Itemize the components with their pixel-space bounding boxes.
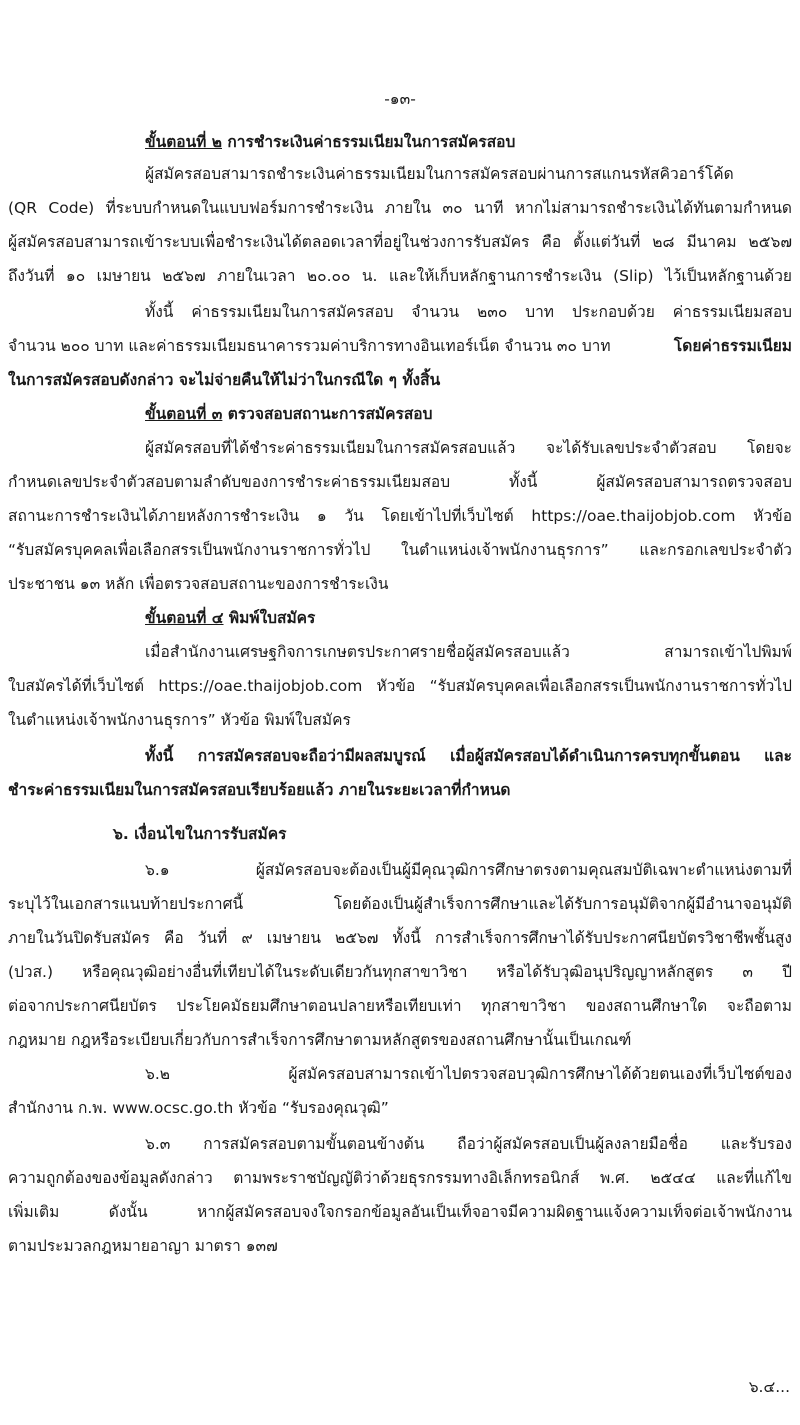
step3-heading — [145, 403, 432, 425]
step4-line-3: ในตำแหน่งเจ้าพนักงานธุรการ” หัวข้อ พิมพ์ใบสมัคร — [8, 711, 351, 729]
section6-line-8: สำนักงาน ก.พ. www.ocsc.go.th หัวข้อ “รับรองคุณวุฒิ” — [8, 1099, 389, 1117]
section6-line-7: ๖.๒ ผู้สมัครสอบสามารถเข้าไปตรวจสอบวุฒิการศึกษาได้ด้วยตนเองที่เว็บไซต์ของ — [145, 1065, 792, 1083]
step4-line-5: ชำระค่าธรรมเนียมในการสมัครสอบเรียบร้อยแล้ว ภายในระยะเวลาที่กำหนด — [8, 781, 511, 799]
step4-title: พิมพ์ใบสมัคร — [228, 609, 316, 627]
section6-line-5: ต่อจากประกาศนียบัตร ประโยคมัธยมศึกษาตอนปลายหรือเทียบเท่า ทุกสาขาวิชา ของสถานศึกษาใด จะถือตาม — [8, 997, 792, 1015]
step4-line-1: เมื่อสำนักงานเศรษฐกิจการเกษตรประกาศรายชื่อผู้สมัครสอบแล้ว สามารถเข้าไปพิมพ์ — [145, 643, 792, 661]
section6-line-9: ๖.๓ การสมัครสอบตามขั้นตอนข้างต้น ถือว่าผู้สมัครสอบเป็นผู้ลงลายมือชื่อ และรับรอง — [145, 1135, 792, 1153]
step4-line-2: ใบสมัครได้ที่เว็บไซต์ https://oae.thaijobjob.com หัวข้อ “รับสมัครบุคคลเพื่อเลือกสรรเป็นพนักงานราชการทั่วไป — [8, 677, 792, 695]
step3-line-4: “รับสมัครบุคคลเพื่อเลือกสรรเป็นพนักงานราชการทั่วไป ในตำแหน่งเจ้าพนักงานธุรการ” และกรอกเลขประจำตัว — [8, 541, 792, 559]
step2-label: ขั้นตอนที่ ๒ — [145, 133, 222, 151]
step2-line-6: จำนวน ๒๐๐ บาท และค่าธรรมเนียมธนาคารรวมค่าบริการทางอินเทอร์เน็ต จำนวน ๓๐ บาท — [8, 337, 611, 355]
section6-line-11: เพิ่มเติม ดังนั้น หากผู้สมัครสอบจงใจกรอกข้อมูลอันเป็นเท็จอาจมีความผิดฐานแจ้งความเท็จต่อเจ้าพนักงาน — [8, 1203, 792, 1221]
step2-title: การชำระเงินค่าธรรมเนียมในการสมัครสอบ — [227, 133, 516, 151]
page-number: -๑๓- — [384, 90, 416, 108]
step2-line-3: ผู้สมัครสอบสามารถเข้าระบบเพื่อชำระเงินได้ตลอดเวลาที่อยู่ในช่วงการรับสมัคร คือ ตั้งแต่วันที่ ๒๘ มีนาคม ๒๕๖๗ — [8, 233, 792, 251]
step4-heading — [145, 607, 315, 629]
step2-heading — [145, 131, 515, 153]
section6-line-1: ๖.๑ ผู้สมัครสอบจะต้องเป็นผู้มีคุณวุฒิการศึกษาตรงตามคุณสมบัติเฉพาะตำแหน่งตามที่ — [145, 861, 792, 879]
step2-fee-note-start: โดยค่าธรรมเนียม — [673, 337, 792, 355]
section6-line-4: (ปวส.) หรือคุณวุฒิอย่างอื่นที่เทียบได้ในระดับเดียวกันทุกสาขาวิชา หรือได้รับวุฒิอนุปริญญาหลักสูตร ๓ ปี — [8, 963, 792, 981]
step2-line-6-row — [8, 335, 792, 357]
section6-line-2: ระบุไว้ในเอกสารแนบท้ายประกาศนี้ โดยต้องเป็นผู้สำเร็จการศึกษาและได้รับการอนุมัติจากผู้มีอำนาจอนุมัติ — [8, 895, 792, 913]
step3-title: ตรวจสอบสถานะการสมัครสอบ — [227, 405, 433, 423]
section6-line-3: ภายในวันปิดรับสมัคร คือ วันที่ ๙ เมษายน ๒๕๖๗ ทั้งนี้ การสำเร็จการศึกษาได้รับประกาศนียบัตรวิชาชีพชั้นสูง — [8, 929, 792, 947]
step3-line-1: ผู้สมัครสอบที่ได้ชำระค่าธรรมเนียมในการสมัครสอบแล้ว จะได้รับเลขประจำตัวสอบ โดยจะ — [145, 439, 792, 457]
step2-line-2: (QR Code) ที่ระบบกำหนดในแบบฟอร์มการชำระเงิน ภายใน ๓๐ นาที หากไม่สามารถชำระเงินได้ทันตามกำหนด — [8, 199, 792, 217]
continuation-marker: ๖.๔... — [748, 1378, 790, 1396]
step3-line-2: กำหนดเลขประจำตัวสอบตามลำดับของการชำระค่าธรรมเนียมสอบ ทั้งนี้ ผู้สมัครสอบสามารถตรวจสอบ — [8, 473, 792, 491]
step2-fee-note-end: ในการสมัครสอบดังกล่าว จะไม่จ่ายคืนให้ไม่ว่าในกรณีใด ๆ ทั้งสิ้น — [8, 371, 441, 389]
step2-line-5: ทั้งนี้ ค่าธรรมเนียมในการสมัครสอบ จำนวน ๒๓๐ บาท ประกอบด้วย ค่าธรรมเนียมสอบ — [145, 303, 792, 321]
step2-line-1: ผู้สมัครสอบสามารถชำระเงินค่าธรรมเนียมในการสมัครสอบผ่านการสแกนรหัสคิวอาร์โค้ด — [145, 165, 734, 183]
step4-label: ขั้นตอนที่ ๔ — [145, 609, 224, 627]
section6-line-10: ความถูกต้องของข้อมูลดังกล่าว ตามพระราชบัญญัติว่าด้วยธุรกรรมทางอิเล็กทรอนิกส์ พ.ศ. ๒๕๔๔ และที่แก้ไข — [8, 1169, 792, 1187]
section6-line-6: กฎหมาย กฎหรือระเบียบเกี่ยวกับการสำเร็จการศึกษาตามหลักสูตรของสถานศึกษานั้นเป็นเกณฑ์ — [8, 1031, 632, 1049]
step3-line-3: สถานะการชำระเงินได้ภายหลังการชำระเงิน ๑ วัน โดยเข้าไปที่เว็บไซต์ https://oae.thaijobjob.com หัวข้อ — [8, 507, 792, 525]
section6-heading: ๖. เงื่อนไขในการรับสมัคร — [113, 825, 287, 843]
step2-line-4: ถึงวันที่ ๑๐ เมษายน ๒๕๖๗ ภายในเวลา ๒๐.๐๐ น. และให้เก็บหลักฐานการชำระเงิน (Slip) ไว้เป็นหลักฐานด้วย — [8, 267, 792, 285]
step3-label: ขั้นตอนที่ ๓ — [145, 405, 223, 423]
section6-line-12: ตามประมวลกฎหมายอาญา มาตรา ๑๓๗ — [8, 1237, 278, 1255]
step4-line-4: ทั้งนี้ การสมัครสอบจะถือว่ามีผลสมบูรณ์ เมื่อผู้สมัครสอบได้ดำเนินการครบทุกขั้นตอน และ — [145, 747, 792, 765]
step3-line-5: ประชาชน ๑๓ หลัก เพื่อตรวจสอบสถานะของการชำระเงิน — [8, 575, 389, 593]
